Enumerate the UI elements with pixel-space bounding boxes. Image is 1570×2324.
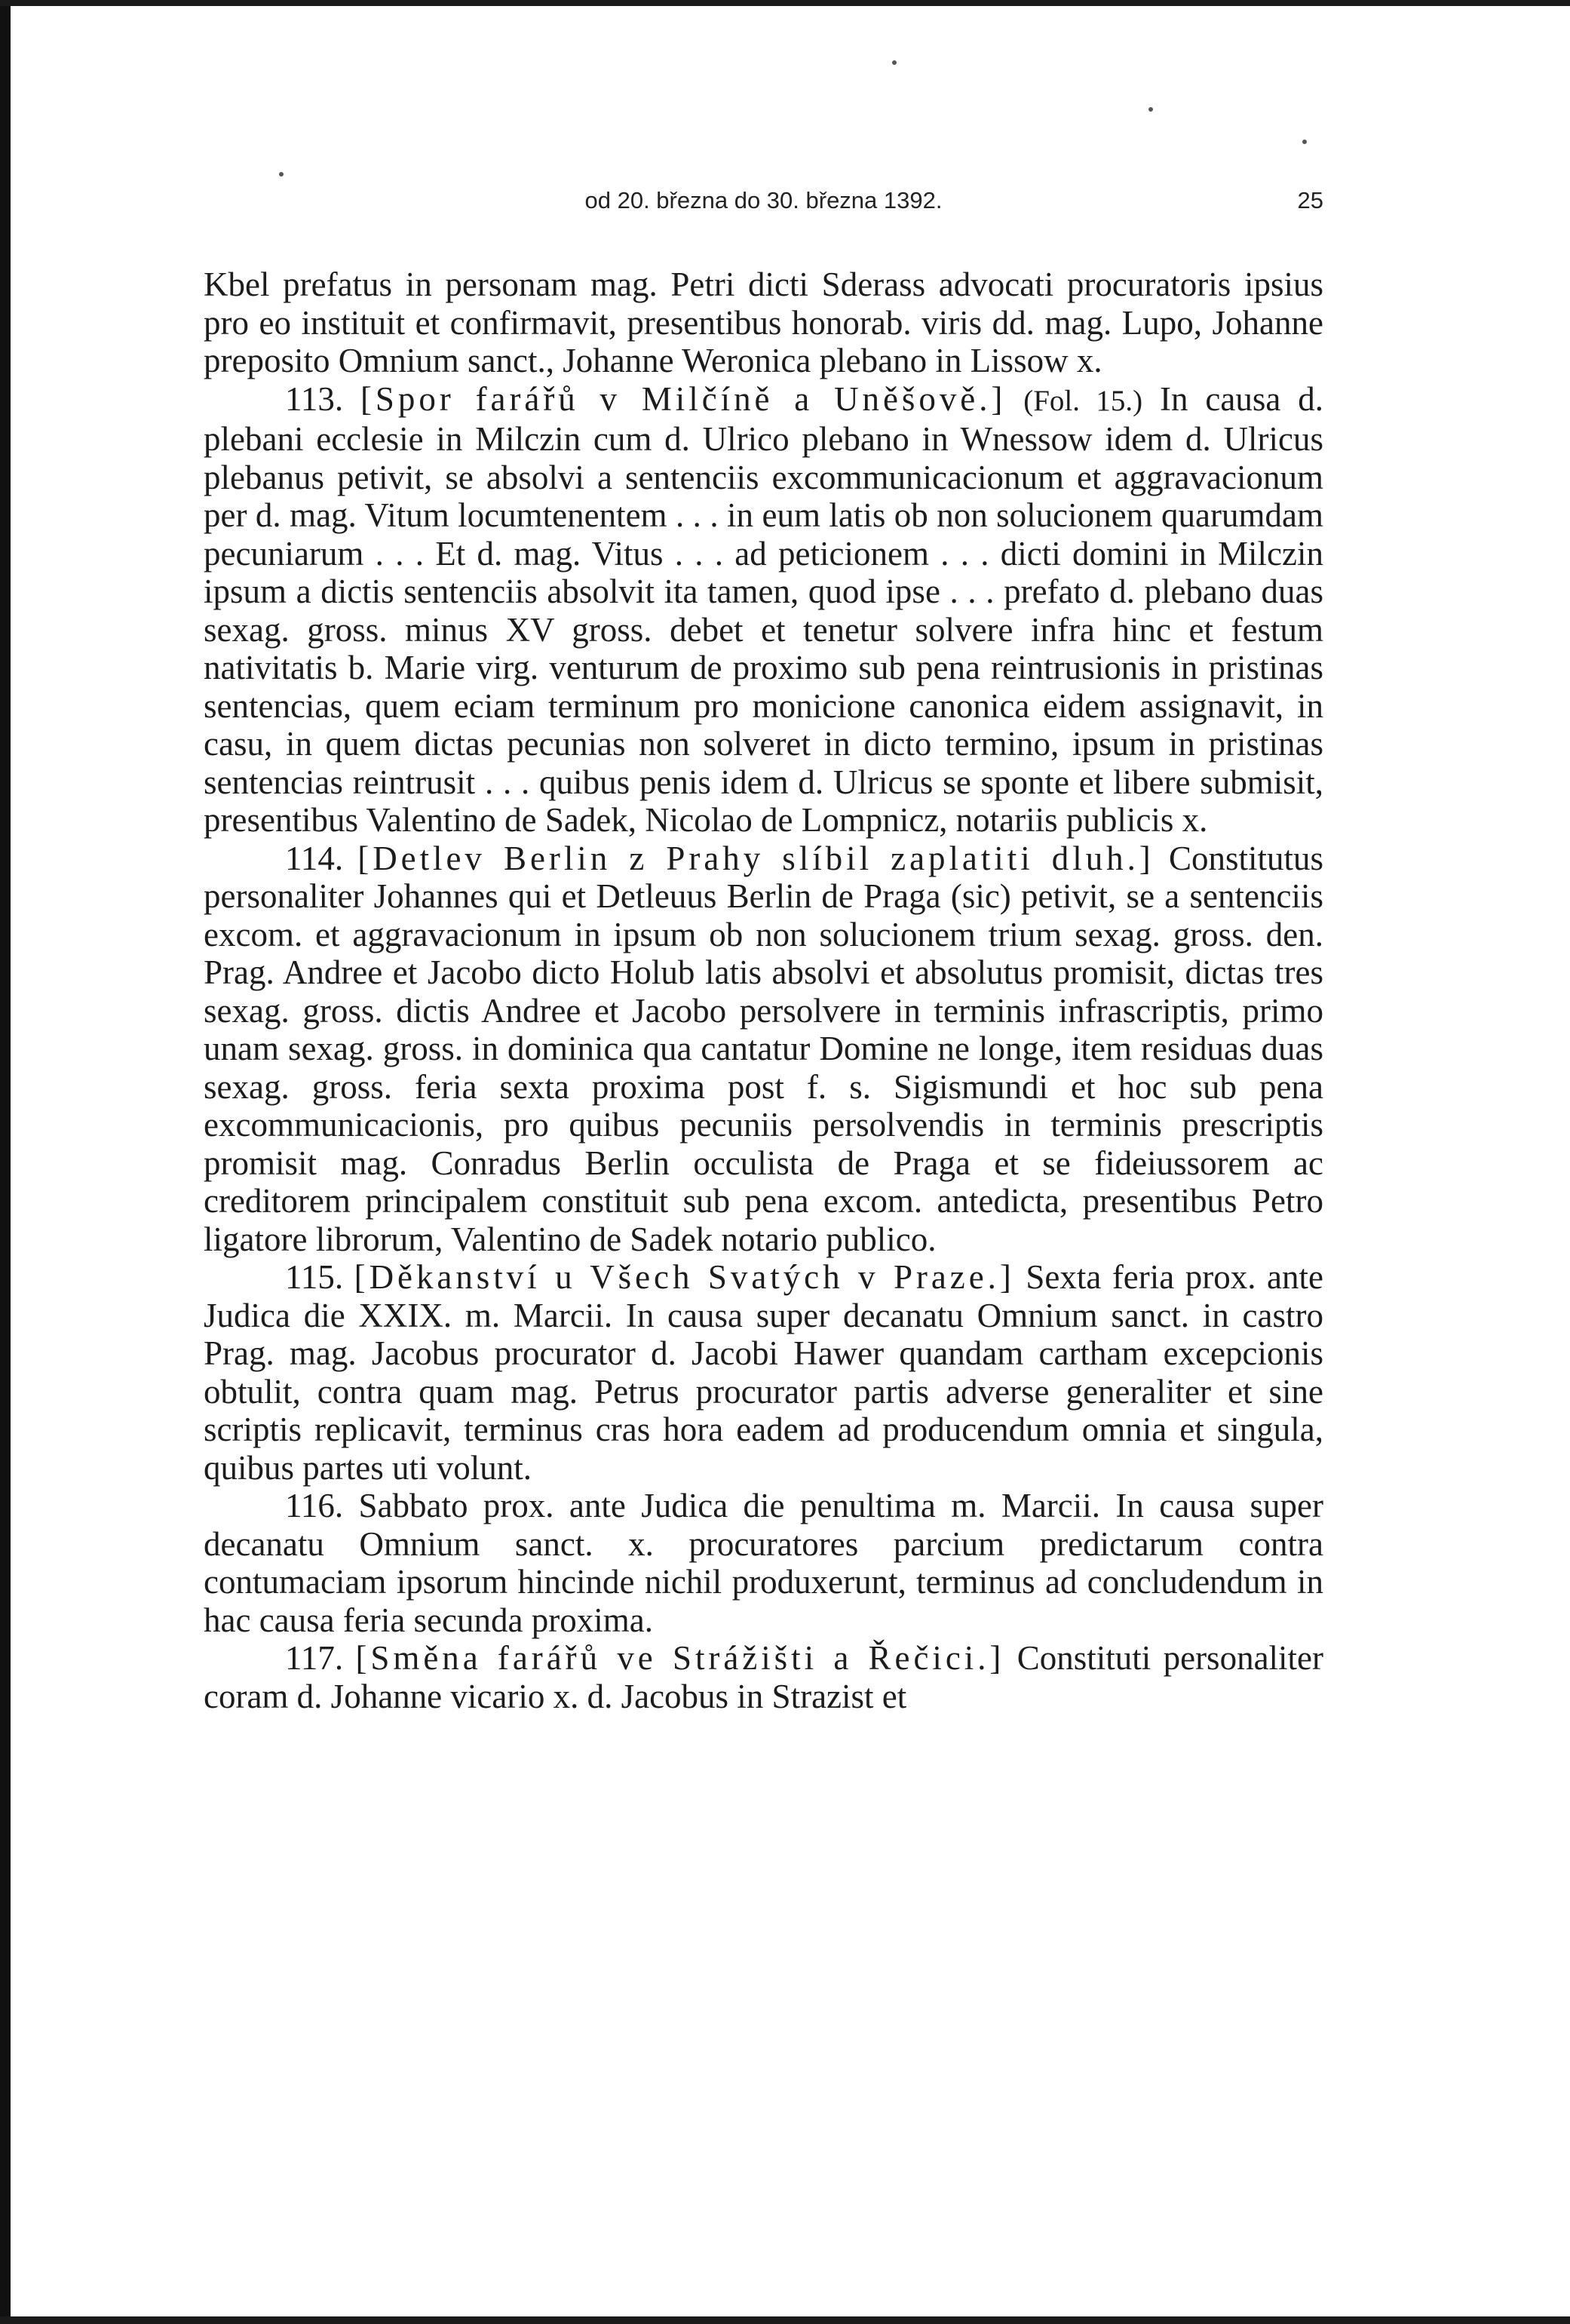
scan-border-left bbox=[0, 0, 11, 2324]
entry-text: In causa d. plebani ecclesie in Milczin cum d. Ulrico plebano in Wnessow idem d. Ulricus plebanus petivit, se absolvi a sentenciis excommunicacionum et aggravacionum per d. mag. Vitum locumtenentem . . . in eum latis ob non solucionem quarumdam pecuniarum . . . Et d. mag. Vitus . . . ad peticionem . . . dicti domini in Milczin ipsum a dictis sentenciis absolvit ita tamen, quod ipse . . . prefato d. plebano duas sexag. gross. minus XV gross. debet et tenetur solvere infra hinc et festum nativitatis b. Marie virg. venturum de proximo sub pena reintrusionis in pristinas sentencias, quem eciam terminum pro monicione canonica eidem assignavit, in casu, in quem dictas pecunias non solveret in dicto termino, ipsum in pristinas sentencias reintrusit . . . quibus penis idem d. Ulricus se sponte et libere submisit, presentibus Valentino de Sadek, Nicolao de Lompnicz, notariis publicis x. bbox=[204, 379, 1324, 839]
entry-heading: [Spor farářů v Milčíně a Uněšově.] bbox=[360, 379, 1007, 418]
entry-number: 117. bbox=[285, 1639, 344, 1677]
scan-border-bottom bbox=[0, 2316, 1570, 2324]
entry-heading: [Směna farářů ve Strážišti a Řečici.] bbox=[355, 1639, 1005, 1677]
entry-text: Constitutus personaliter Johannes qui et Detleuus Berlin de Praga (sic) petivit, se a sentenciis excom. et aggravacionum in ipsum ob non solucionem trium sexag. gross. den. Prag. Andree et Jacobo dicto Holub latis absolvi et absolutus promisit, dictas tres sexag. gross. dictis Andree et Jacobo persolvere in terminis infrascriptis, primo unam sexag. gross. in dominica qua cantatur Domine ne longe, item residuas duas sexag. gross. feria sexta proxima post f. s. Sigismundi et hoc sub pena excommunicacionis, pro quibus pecuniis persolvendis in terminis prescriptis promisit mag. Conradus Berlin occulista de Praga et se fideiussorem ac creditorem principalem constituit sub pena excom. antedicta, presentibus Petro ligatore librorum, Valentino de Sadek notario publico. bbox=[204, 839, 1324, 1258]
running-title: od 20. března do 30. března 1392. bbox=[584, 187, 943, 213]
entry-heading: [Detlev Berlin z Prahy slíbil zaplatiti dluh.] bbox=[357, 839, 1155, 877]
scan-speck bbox=[892, 60, 897, 65]
book-page bbox=[204, 181, 1323, 1715]
entry-text: Sexta feria prox. ante Judica die XXIX. m. Marcii. In causa super decanatu Omnium sanct. in castro Prag. mag. Jacobus procurator d. Jacobi Hawer quandam cartham excepcionis obtulit, contra quam mag. Petrus procurator partis adverse generaliter et sine scriptis replicavit, terminus cras hora eadem ad producendum omnia et singula, quibus partes uti volunt. bbox=[204, 1258, 1324, 1487]
entry-116 bbox=[204, 1487, 1323, 1639]
entry-113 bbox=[204, 380, 1323, 840]
paragraph-continued bbox=[204, 266, 1323, 380]
entry-114 bbox=[204, 840, 1323, 1259]
scan-border-top bbox=[0, 0, 1570, 6]
page-number: 25 bbox=[1297, 187, 1323, 213]
entry-heading: [Děkanství u Všech Svatých v Praze.] bbox=[354, 1258, 1015, 1296]
running-head bbox=[204, 181, 1323, 226]
scan-speck bbox=[1302, 140, 1307, 144]
entry-number: 114. bbox=[285, 839, 344, 877]
entry-115 bbox=[204, 1258, 1323, 1487]
folio-reference: (Fol. 15.) bbox=[1023, 384, 1143, 417]
entry-text: Sabbato prox. ante Judica die penultima m. Marcii. In causa super decanatu Omnium sanct. x. procuratores parcium predictarum contra contumaciam ipsorum hincinde nichil produxerunt, terminus ad concludendum in hac causa feria secunda proxima. bbox=[204, 1487, 1323, 1639]
entry-number: 113. bbox=[285, 379, 344, 418]
body-text bbox=[204, 266, 1323, 1715]
scan-speck bbox=[1148, 107, 1153, 112]
entry-text: Constituti personaliter coram d. Johanne vicario x. d. Jacobus in Strazist et bbox=[204, 1639, 1324, 1715]
entry-number: 116. bbox=[285, 1487, 344, 1524]
paragraph-text: Kbel prefatus in personam mag. Petri dicti Sderass advocati procuratoris ipsius pro eo instituit et confirmavit, presentibus honorab. viris dd. mag. Lupo, Johanne preposito Omnium sanct., Johanne Weronica plebano in Lissow x. bbox=[204, 266, 1323, 379]
entry-117 bbox=[204, 1639, 1323, 1715]
entry-number: 115. bbox=[285, 1258, 344, 1296]
scan-speck bbox=[279, 172, 284, 177]
